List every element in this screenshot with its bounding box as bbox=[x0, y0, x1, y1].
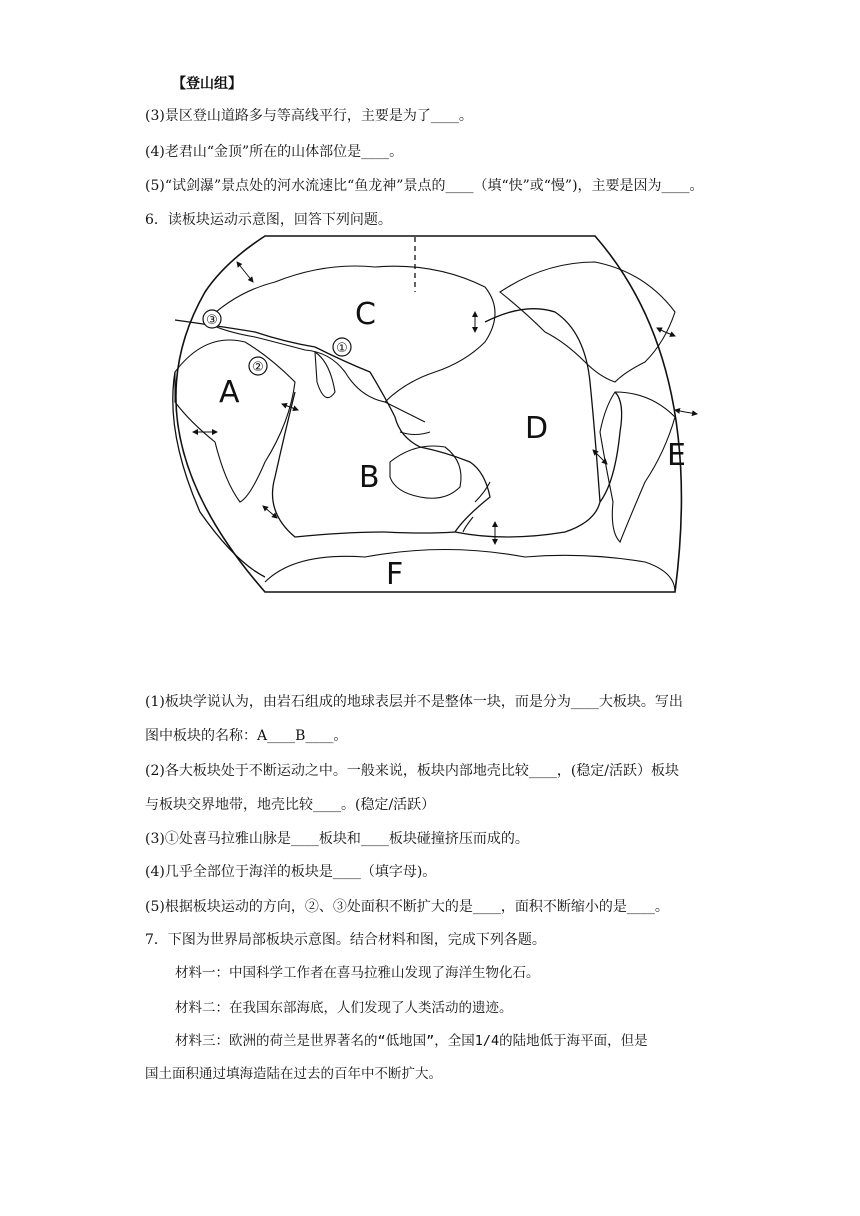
plate-label-b: B bbox=[359, 460, 380, 495]
circled-marker-1 bbox=[333, 338, 351, 356]
plate-map bbox=[145, 232, 713, 596]
q6-sub5: (5)根据板块运动的方向，②、③处面积不断扩大的是____，面积不断缩小的是____。 bbox=[145, 899, 669, 915]
question-6-stem: 6．读板块运动示意图，回答下列问题。 bbox=[145, 212, 392, 228]
svg-text:①: ① bbox=[336, 341, 348, 356]
q6-sub1-line1: (1)板块学说认为，由岩石组成的地球表层并不是整体一块，而是分为____大板块。写出 bbox=[145, 694, 683, 710]
circled-marker-3 bbox=[203, 310, 221, 328]
mountain-group-heading: 【登山组】 bbox=[172, 76, 242, 92]
plate-boundaries bbox=[173, 237, 622, 577]
material-3-line2: 国土面积通过填海造陆在过去的百年中不断扩大。 bbox=[145, 1066, 442, 1082]
plate-movement-arrows bbox=[193, 262, 697, 544]
material-2: 材料二：在我国东部海底，人们发现了人类活动的遗迹。 bbox=[175, 1000, 513, 1016]
question-3: (3)景区登山道路多与等高线平行，主要是为了____。 bbox=[145, 108, 473, 124]
question-7-stem: 7．下图为世界局部板块示意图。结合材料和图，完成下列各题。 bbox=[145, 932, 546, 948]
plate-label-c: C bbox=[355, 297, 376, 332]
question-5: (5)“试剑瀑”景点处的河水流速比“鱼龙神”景点的____（填“快”或“慢”)，主要是因为____。 bbox=[145, 178, 704, 194]
plate-label-e: E bbox=[667, 438, 686, 473]
continent-outlines bbox=[175, 262, 675, 592]
q6-sub2-line1: (2)各大板块处于不断运动之中。一般来说，板块内部地壳比较____，(稳定/活跃）板块 bbox=[145, 763, 680, 779]
plate-label-f: F bbox=[386, 557, 404, 592]
plate-label-d: D bbox=[525, 411, 549, 446]
svg-text:②: ② bbox=[252, 360, 264, 375]
q6-sub4: (4)几乎全部位于海洋的板块是____（填字母)。 bbox=[145, 864, 437, 880]
q6-sub2-line2: 与板块交界地带，地壳比较____。(稳定/活跃） bbox=[145, 797, 436, 813]
q6-sub3: (3)①处喜马拉雅山脉是____板块和____板块碰撞挤压而成的。 bbox=[145, 831, 529, 847]
plate-label-a: A bbox=[219, 375, 240, 410]
svg-text:③: ③ bbox=[206, 313, 218, 328]
material-3-line1: 材料三：欧洲的荷兰是世界著名的“低地国”，全国1/4的陆地低于海平面，但是 bbox=[175, 1033, 648, 1049]
q6-sub1-line2: 图中板块的名称：A____B____。 bbox=[145, 728, 348, 744]
circled-marker-2 bbox=[249, 357, 267, 375]
material-1: 材料一：中国科学工作者在喜马拉雅山发现了海洋生物化石。 bbox=[175, 965, 540, 981]
question-4: (4)老君山“金顶”所在的山体部位是____。 bbox=[145, 144, 404, 160]
